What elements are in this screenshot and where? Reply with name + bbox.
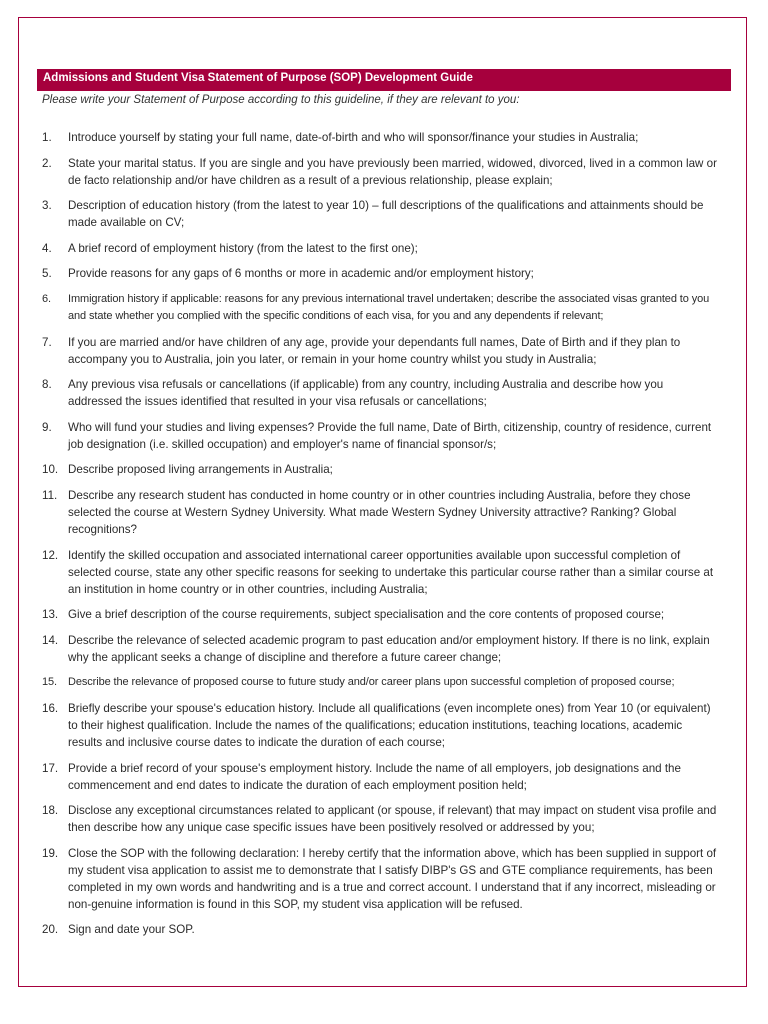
list-item [38, 197, 718, 231]
item-text: Describe any research student has conducted in home country or in other countries including Australia, before they chose selected the course at Western Sydney University. What made Western Sydney University attractive? Ranking? Global recognitions? [68, 488, 691, 536]
item-text: Disclose any exceptional circumstances related to applicant (or spouse, if relevant) that may impact on student visa profile and then describe how any unique case specific issues have been positively resolved or addressed by you; [68, 804, 717, 835]
item-number: 8. [42, 378, 52, 392]
list-item [38, 265, 718, 282]
list-item [38, 240, 718, 257]
guide-title: Admissions and Student Visa Statement of Purpose (SOP) Development Guide [43, 72, 473, 84]
list-item [38, 921, 718, 938]
item-text: If you are married and/or have children of any age, provide your dependants full names, Date of Birth and if they plan to accompany you to Australia, join you later, or remain in your home country whilst you study in Australia; [68, 335, 681, 366]
item-text: Briefly describe your spouse's education history. Include all qualifications (even incomplete ones) from Year 10 (or equivalent) to their highest qualification. Include the names of the qualifications; education institutions, teaching locations, academic results and inclusive course dates to indicate the duration of each course; [68, 701, 711, 749]
item-number: 5. [42, 267, 52, 281]
list-item [38, 802, 718, 836]
list-item [38, 845, 718, 913]
list-item [38, 487, 718, 538]
list-item [38, 760, 718, 794]
guideline-list [38, 129, 718, 947]
item-number: 15. [42, 676, 57, 689]
list-item [38, 461, 718, 478]
list-item [38, 547, 718, 598]
item-text: A brief record of employment history (from the latest to the first one); [68, 241, 418, 255]
list-item [38, 700, 718, 751]
item-text: Give a brief description of the course requirements, subject specialisation and the core contents of proposed course; [68, 608, 665, 622]
item-number: 6. [42, 292, 51, 305]
item-number: 9. [42, 420, 52, 434]
item-number: 20. [42, 923, 59, 937]
item-number: 10. [42, 463, 59, 477]
item-text: Describe proposed living arrangements in Australia; [68, 463, 333, 477]
list-item [38, 606, 718, 623]
item-number: 3. [42, 199, 52, 213]
item-number: 7. [42, 335, 52, 349]
list-item [38, 334, 718, 368]
item-number: 17. [42, 761, 59, 775]
list-item [38, 674, 718, 691]
item-number: 13. [42, 608, 59, 622]
list-item [38, 632, 718, 666]
item-number: 19. [42, 846, 59, 860]
item-number: 2. [42, 156, 52, 170]
item-text: Close the SOP with the following declaration: I hereby certify that the information above, which has been supplied in support of my student visa application to assist me to demonstrate that I satisfy DIBP's GS and GTE compliance requirements, has been completed in my own words and handwriting and is a true and correct account. I understand that if any incorrect, misleading or non-genuine information is found in this SOP, my student visa application will be refused. [68, 846, 717, 911]
list-item [38, 419, 718, 453]
list-item [38, 129, 718, 146]
item-text: Describe the relevance of proposed course to future study and/or career plans upon successful completion of proposed course; [68, 676, 675, 689]
item-text: Introduce yourself by stating your full name, date-of-birth and who will sponsor/finance your studies in Australia; [68, 131, 639, 144]
item-number: 16. [42, 701, 59, 715]
item-text: Provide reasons for any gaps of 6 months or more in academic and/or employment history; [68, 267, 534, 281]
item-number: 12. [42, 548, 59, 562]
guide-title-bar [37, 69, 731, 91]
item-text: Description of education history (from the latest to year 10) – full descriptions of the qualifications and attainments should be made available on CV; [68, 199, 704, 230]
item-text: Immigration history if applicable: reasons for any previous international travel undertaken; describe the associated visas granted to you and state whether you complied with the specific conditions of each visa, for you and any dependents if relevant; [68, 292, 710, 322]
item-text: Describe the relevance of selected academic program to past education and/or employment history. If there is no link, explain why the applicant seeks a change of discipline and therefore a future career change; [68, 633, 710, 664]
item-text: Any previous visa refusals or cancellations (if applicable) from any country, including Australia and describe how you addressed the issues identified that resulted in your visa refusals or cancellations; [68, 378, 664, 409]
item-text: Sign and date your SOP. [68, 923, 195, 937]
item-text: Who will fund your studies and living expenses? Provide the full name, Date of Birth, citizenship, country of residence, current job designation (i.e. skilled occupation) and employer's name of financial sponsor/s; [68, 420, 712, 451]
item-number: 11. [42, 488, 58, 502]
list-item [38, 376, 718, 410]
item-number: 14. [42, 633, 59, 647]
item-number: 4. [42, 241, 52, 255]
list-item [38, 291, 718, 325]
item-number: 1. [42, 131, 52, 144]
guide-intro: Please write your Statement of Purpose according to this guideline, if they are relevant to you: [42, 94, 520, 106]
item-text: Provide a brief record of your spouse's employment history. Include the name of all employers, job designations and the commencement and end dates to indicate the duration of each employment position held; [68, 761, 681, 792]
item-text: State your marital status. If you are single and you have previously been married, widowed, divorced, lived in a common law or de facto relationship and/or have children as a result of a previous relationship, please explain; [68, 156, 717, 187]
item-number: 18. [42, 804, 59, 818]
list-item [38, 155, 718, 189]
item-text: Identify the skilled occupation and associated international career opportunities available upon successful completion of selected course, state any other specific reasons for seeking to undertake this particular course rather than a similar course at an institution in home country or in other countries, including Australia; [68, 548, 714, 596]
